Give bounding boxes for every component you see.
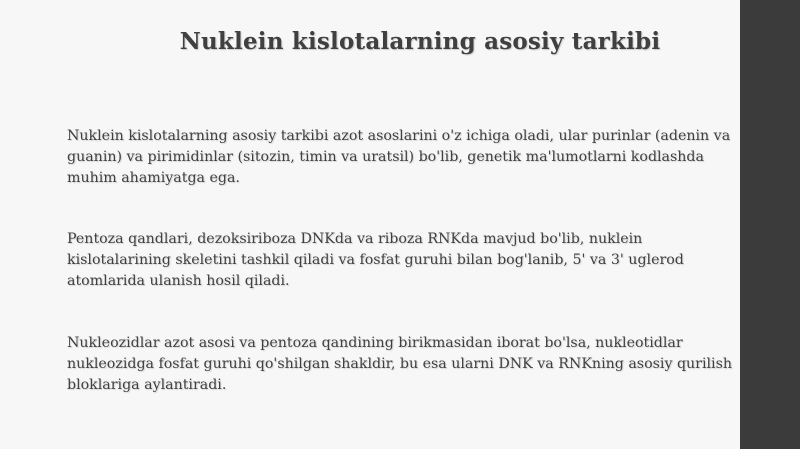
slide-title: Nuklein kislotalarning asosiy tarkibi bbox=[179, 28, 661, 55]
paragraph-azot-asoslari: Nuklein kislotalarning asosiy tarkibi azot asoslarini o'z ichiga oladi, ular purinlar (adenin va guanin) va pirimidinlar (sitozin, timin va uratsil) bo'lib, genetik ma'lumotlarni kodlashda muhim ahamiyatga ega. bbox=[67, 128, 731, 186]
paragraph-nukleozidlar: Nukleozidlar azot asosi va pentoza qandining birikmasidan iborat bo'lsa, nukleotidlar nukleozidga fosfat guruhi qo'shilgan shakldir, bu esa ularni DNK va RNKning asosiy qurilish bloklariga aylantiradi. bbox=[67, 335, 732, 393]
side-bar-decoration bbox=[740, 0, 800, 449]
paragraph-pentoza-qandlari: Pentoza qandlari, dezoksiriboza DNKda va riboza RNKda mavjud bo'lib, nuklein kislotalarining skeletini tashkil qiladi va fosfat guruhi bilan bog'lanib, 5' va 3' uglerod atomlarida ulanish hosil qiladi. bbox=[67, 231, 684, 289]
